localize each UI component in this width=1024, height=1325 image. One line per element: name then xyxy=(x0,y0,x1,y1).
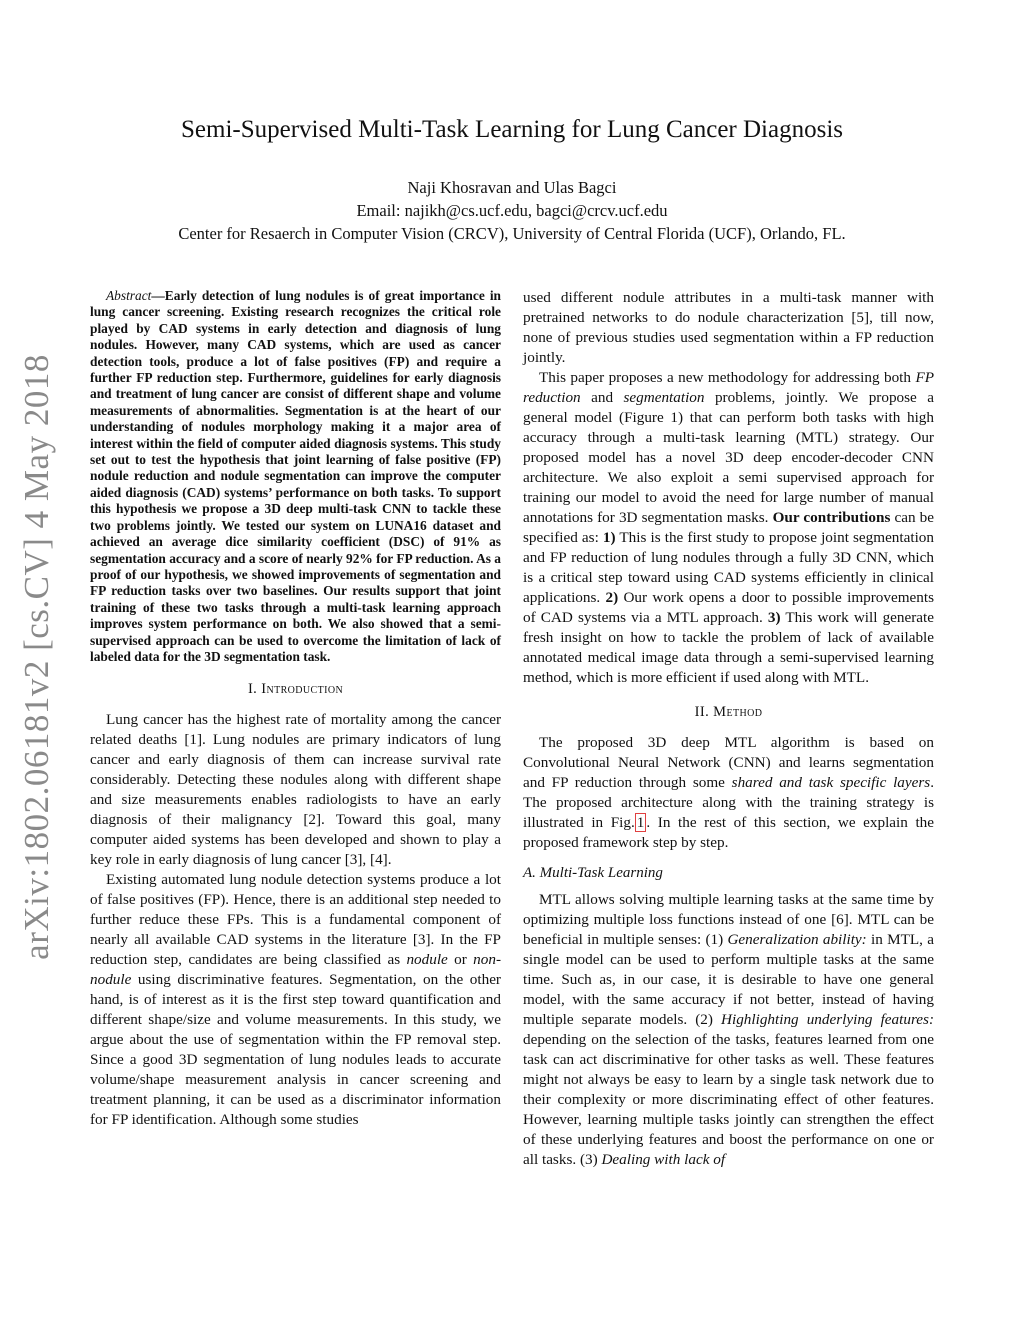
section-heading-method: II. Method xyxy=(694,704,763,720)
emphasis-shared-layers: shared and task specific layers xyxy=(731,774,931,791)
text-span: MTL allows solving multiple learning tasks at the same time by optimizing multiple loss functions instead of one [6]. MTL can be beneficial in multiple senses: (1) xyxy=(523,891,934,948)
text-span: . The proposed architecture along with the training strategy is illustrated in Fig. xyxy=(523,774,934,831)
bold-item-2: 2) xyxy=(605,589,619,606)
affiliation: Center for Resaerch in Computer Vision (CRCV), University of Central Florida (UCF), Orlando, FL. xyxy=(178,224,846,243)
emphasis-nodule: nodule xyxy=(406,951,448,969)
abstract xyxy=(90,288,501,665)
figure-reference-link[interactable]: 1 xyxy=(636,814,645,831)
paper-title: Semi-Supervised Multi-Task Learning for Lung Cancer Diagnosis xyxy=(181,116,843,143)
emphasis-non-nodule: non-nodule xyxy=(90,951,501,989)
left-column xyxy=(90,288,501,1130)
text-span: in MTL, a single model can be used to perform multiple tasks at the same time. Such as, in our case, it is desirable to have one general model, with the same accuracy if not better, instead of having multiple separate models. (2) xyxy=(523,931,934,1028)
emphasis-fp-reduction: FP reduction xyxy=(523,369,934,406)
text-span: or xyxy=(447,951,474,969)
text-span: problems, jointly. We propose a general model (Figure 1) that can perform both tasks with high accuracy through a multi-task learning (MTL) strategy. Our proposed model has a novel 3D deep encoder-decoder CNN architecture. We also exploit a semi supervised approach for training our model to avoid the need for large number of manual annotations for 3D segmentation masks. xyxy=(523,389,934,526)
right-column xyxy=(523,288,934,1170)
authors: Naji Khosravan and Ulas Bagci xyxy=(407,178,617,197)
emphasis-highlighting: Highlighting underlying features: xyxy=(721,1011,934,1028)
arxiv-stamp xyxy=(14,352,60,962)
intro-paragraph-1: Lung cancer has the highest rate of mortality among the cancer related deaths [1]. Lung nodules are primary indicators of lung cancer and early diagnosis of them can increase survival rate considerably. Detecting these nodules along with different shape and size measurements enables radiologists to have an early diagnosis of their malignancy [2]. Toward this goal, many computer aided systems has been developed and shown to play a key role in early diagnosis of lung cancer [3], [4]. xyxy=(90,711,501,869)
method-paragraph-2 xyxy=(523,890,934,1170)
text-span: can be specified as: xyxy=(523,509,934,546)
subsection-heading-mtl: A. Multi-Task Learning xyxy=(523,865,663,881)
bold-item-1: 1) xyxy=(602,529,616,546)
email: Email: najikh@cs.ucf.edu, bagci@crcv.ucf.edu xyxy=(356,201,668,220)
abstract-dash: — xyxy=(151,288,165,303)
emphasis-segmentation: segmentation xyxy=(623,389,705,406)
intro-paragraph-4 xyxy=(523,368,934,688)
text-span: using discriminative features. Segmentation, on the other hand, is of interest as it is the first step toward quantification and different shape/size and volume measurements. In this study, we argue about the use of segmentation within the FP removal step. Since a good 3D segmentation of lung nodules leads to accurate volume/shape measurement analysis in cancer screening and treatment planning, it can be used as a discriminator information for FP identification. Although some studies xyxy=(90,971,501,1129)
intro-paragraph-3: used different nodule attributes in a multi-task manner with pretrained networks to do nodule characterization [5], till now, none of previous studies used segmentation within a FP reduction jointly. xyxy=(523,289,934,366)
emphasis-dealing: Dealing with lack of xyxy=(601,1151,726,1168)
text-span: This paper proposes a new methodology for addressing both xyxy=(539,369,916,386)
emphasis-generalization: Generalization ability: xyxy=(727,931,867,948)
text-span: This work will generate fresh insight on how to tackle the problem of lack of available annotated medical image data through a semi-supervised learning method, which is more efficient if used along with MTL. xyxy=(523,609,934,686)
abstract-text: Early detection of lung nodules is of great importance in lung cancer screening. Existing research recognizes the critical role played by CAD systems in early detection and diagnosis of lung nodules. However, many CAD systems, which are used as cancer detection tools, produce a lot of false positives (FP) and require a further FP reduction step. Furthermore, guidelines for early diagnosis and treatment of lung cancer are consist of different shape and volume measurements of abnormalities. Segmentation is at the heart of our understanding of nodules morphology making it a major area of interest within the field of computer aided diagnosis systems. This study set out to test the hypothesis that joint learning of false positive (FP) nodule reduction and nodule segmentation can improve the computer aided diagnosis (CAD) systems’ performance on both tasks. To support this hypothesis we propose a 3D deep multi-task CNN to tackle these two problems jointly. We tested our system on LUNA16 dataset and achieved an average dice similarity coefficient (DSC) of 91% as segmentation accuracy and a score of nearly 92% for FP reduction. As a proof of our hypothesis, we showed improvements of segmentation and FP reduction tasks over two baselines. Our results support that joint training of these two tasks through a multi-task learning approach improves system performance on both. We also showed that a semi-supervised approach can be used to overcome the limitation of lack of labeled data for the 3D segmentation task. xyxy=(90,288,501,664)
text-span: depending on the selection of the tasks, features learned from one task can act discriminative for other tasks as well. These features might not always be easy to learn by a single task network due to their complexity or more discriminating effect of other features. However, learning multiple tasks jointly can strengthen the effect of these underlying features and boost the performance on one or all tasks. (3) xyxy=(523,1031,934,1168)
bold-item-3: 3) xyxy=(767,609,781,626)
abstract-label: Abstract xyxy=(106,288,152,303)
bold-contributions: Our contributions xyxy=(772,509,891,526)
method-paragraph-1 xyxy=(523,733,934,853)
text-span: . In the rest of this section, we explain the proposed framework step by step. xyxy=(523,814,935,851)
intro-paragraph-2 xyxy=(90,870,501,1130)
text-span: This is the first study to propose joint segmentation and FP reduction of lung nodules through a fully 3D CNN, which is a critical step toward using CAD systems efficiently in clinical applications. xyxy=(523,529,934,606)
arxiv-identifier: arXiv:1802.06181v2 [cs.CV] 4 May 2018 xyxy=(17,354,56,960)
text-span: Existing automated lung nodule detection systems produce a lot of false positives (FP). Hence, there is an additional step needed to further reduce these FPs. This is a fundamental component of nearly all available CAD systems in the literature [3]. In the FP reduction step, candidates are being classified as xyxy=(90,871,501,969)
text-span: Our work opens a door to possible improvements of CAD systems via a MTL approach. xyxy=(523,589,934,626)
section-heading-introduction: I. Introduction xyxy=(247,681,344,698)
text-span: and xyxy=(580,389,624,406)
author-block xyxy=(60,176,964,245)
text-span: The proposed 3D deep MTL algorithm is based on Convolutional Neural Network (CNN) and learns segmentation and FP reduction through some xyxy=(523,734,934,791)
